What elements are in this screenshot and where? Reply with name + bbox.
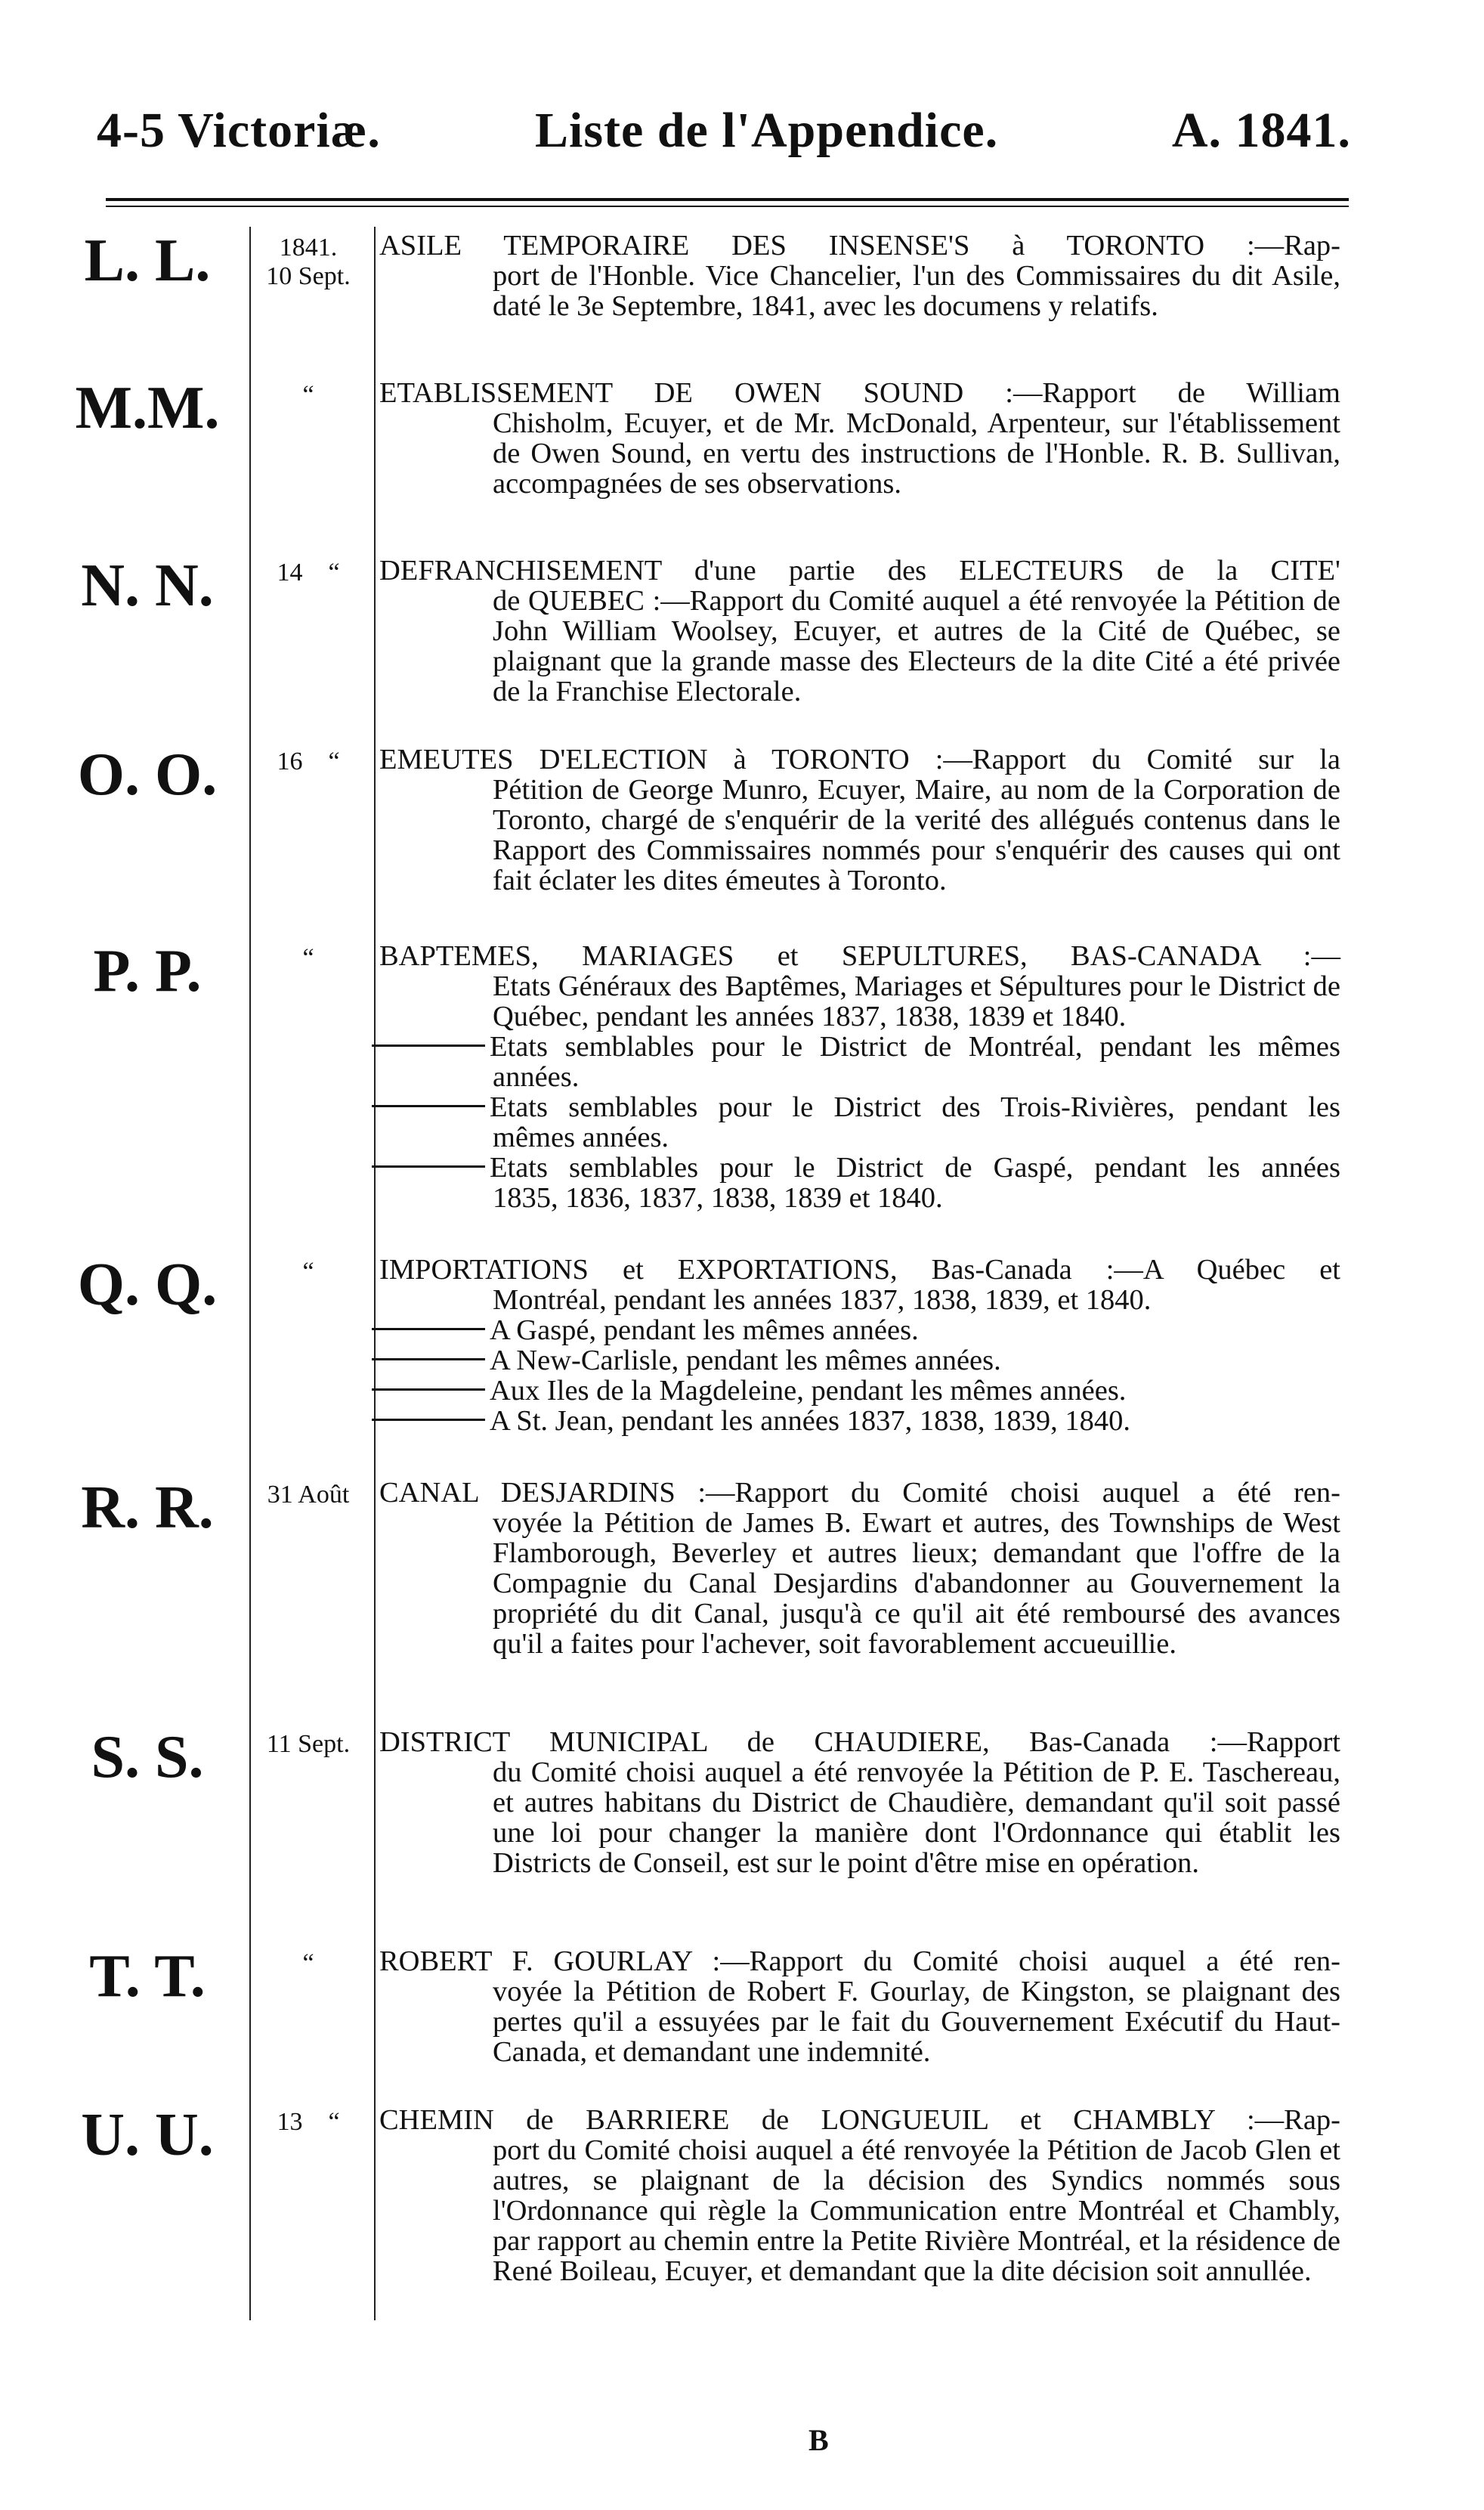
entry-key: L. L. bbox=[84, 227, 211, 294]
entry-heading-line: CANAL DESJARDINS :—Rapport du Comité choisi auquel a été ren- bbox=[379, 1477, 1340, 1509]
entry-key: O. O. bbox=[77, 741, 218, 808]
entry-key: T. T. bbox=[89, 1943, 206, 2010]
entry-heading-line: ASILE TEMPORAIRE DES INSENSE'S à TORONTO :—Rap- bbox=[379, 230, 1340, 262]
entry-heading-line: DISTRICT MUNICIPAL de CHAUDIERE, Bas-Canada :—Rapport bbox=[379, 1726, 1340, 1758]
entry-continuation: voyée la Pétition de Robert F. Gourlay, de Kingston, se plaignant des pertes qu'il a essuyées par le fait du Gouvernement Exécutif du Haut-Canada, et demandant une indemnité. bbox=[493, 1976, 1340, 2068]
entry-date: “ bbox=[302, 1258, 314, 1286]
entry-description bbox=[372, 744, 1340, 896]
sub-item-text: Etats semblables pour le District des Trois-Rivières, pendant les bbox=[490, 1091, 1340, 1123]
sub-item-text: A St. Jean, pendant les années 1837, 1838, 1839, 1840. bbox=[490, 1405, 1130, 1437]
entry-date: 16 “ bbox=[277, 747, 340, 775]
entry-date: 14 “ bbox=[277, 559, 340, 586]
header-year: A. 1841. bbox=[1171, 103, 1351, 158]
entry-heading-line: ROBERT F. GOURLAY :—Rapport du Comité choisi auquel a été ren- bbox=[379, 1945, 1340, 1977]
entry-key: M.M. bbox=[75, 375, 220, 441]
entry-description bbox=[372, 1255, 1340, 1436]
entry-continuation: voyée la Pétition de James B. Ewart et autres, des Townships de West Flamborough, Beverley et autres lieux; demandant que l'offre de la Compagnie du Canal Desjardins d'abandonner au Gouvernement la propriété du dit Canal, jusqu'à ce qu'il ait été remboursé des avances qu'il a faites pour l'achever, soit favorablement accueuillie. bbox=[493, 1507, 1340, 1660]
ditto-dash bbox=[372, 1358, 485, 1360]
entry-key: P. P. bbox=[93, 938, 202, 1004]
entry-heading-line: EMEUTES D'ELECTION à TORONTO :—Rapport du Comité sur la bbox=[379, 744, 1340, 775]
entry-key: S. S. bbox=[91, 1724, 204, 1790]
entry-continuation: Etats Généraux des Baptêmes, Mariages et Sépultures pour le District de Québec, pendant les années 1837, 1838, 1839 et 1840. bbox=[493, 970, 1340, 1032]
sub-item-text: Etats semblables pour le District de Montréal, pendant les mêmes bbox=[490, 1031, 1340, 1063]
entry-sub-item bbox=[372, 1406, 1340, 1436]
entry-continuation: du Comité choisi auquel a été renvoyée la Pétition de P. E. Taschereau, et autres habitans du District de Chaudière, demandant qu'il soit passé une loi pour changer la manière dont l'Ordonnance qui établit les Districts de Conseil, est sur le point d'être mise en opération. bbox=[493, 1756, 1340, 1879]
entry-description bbox=[372, 378, 1340, 499]
entry-continuation: Chisholm, Ecuyer, et de Mr. McDonald, Arpenteur, sur l'établissement de Owen Sound, en vertu des instructions de l'Honble. R. B. Sullivan, accompagnées de ses observations. bbox=[493, 407, 1340, 500]
entry-description bbox=[372, 1478, 1340, 1659]
sub-item-text: Etats semblables pour le District de Gaspé, pendant les années bbox=[490, 1152, 1340, 1184]
entry-key: R. R. bbox=[81, 1475, 214, 1541]
page-header bbox=[97, 102, 1351, 162]
entry-sub-item bbox=[372, 1315, 1340, 1345]
entry-date: “ bbox=[302, 944, 314, 972]
entry-description bbox=[372, 1727, 1340, 1878]
sub-item-text: Aux Iles de la Magdeleine, pendant les mêmes années. bbox=[490, 1375, 1127, 1407]
entry-heading-line: BAPTEMES, MARIAGES et SEPULTURES, BAS-CANADA :— bbox=[379, 940, 1340, 972]
header-rule-thick bbox=[106, 198, 1349, 201]
entry-continuation: de QUEBEC :—Rapport du Comité auquel a été renvoyée la Pétition de John William Woolsey, Ecuyer, et autres de la Cité de Québec, se plaignant que la grande masse des Electeurs de la dite Cité a été privée de la Franchise Electorale. bbox=[493, 585, 1340, 707]
entry-key: Q. Q. bbox=[77, 1252, 218, 1318]
header-rule-thin bbox=[106, 206, 1349, 207]
entry-date: “ bbox=[302, 1949, 314, 1977]
entry-description bbox=[372, 941, 1340, 1213]
entry-key: N. N. bbox=[81, 552, 214, 619]
entry-continuation: Montréal, pendant les années 1837, 1838, 1839, et 1840. bbox=[493, 1284, 1152, 1316]
ditto-dash bbox=[372, 1328, 485, 1330]
sub-item-text: A Gaspé, pendant les mêmes années. bbox=[490, 1314, 919, 1346]
entry-date: 31 Août bbox=[267, 1481, 350, 1509]
entry-sub-item bbox=[372, 1345, 1340, 1376]
entry-date: “ bbox=[302, 381, 314, 409]
entry-description bbox=[372, 231, 1340, 321]
ditto-dash bbox=[372, 1165, 485, 1168]
entry-heading-line: ETABLISSEMENT DE OWEN SOUND :—Rapport de William bbox=[379, 377, 1340, 409]
entry-continuation: port de l'Honble. Vice Chancelier, l'un des Commissaires du dit Asile, daté le 3e Septembre, 1841, avec les documens y relatifs. bbox=[493, 260, 1340, 322]
entry-description bbox=[372, 556, 1340, 707]
entry-description bbox=[372, 1946, 1340, 2067]
entry-heading-line: IMPORTATIONS et EXPORTATIONS, Bas-Canada :—A Québec et bbox=[379, 1254, 1340, 1286]
entry-sub-item bbox=[372, 1376, 1340, 1406]
sub-item-continuation: 1835, 1836, 1837, 1838, 1839 et 1840. bbox=[493, 1182, 943, 1214]
entry-date: 11 Sept. bbox=[266, 1730, 351, 1758]
header-session: 4-5 Victoriæ. bbox=[97, 103, 381, 158]
entry-continuation: Pétition de George Munro, Ecuyer, Maire, au nom de la Corporation de Toronto, chargé de s'enquérir de la verité des allégués contenus dans le Rapport des Commissaires nommés pour s'enquérir des causes qui ont fait éclater les dites émeutes à Toronto. bbox=[493, 774, 1340, 896]
entry-continuation: port du Comité choisi auquel a été renvoyée la Pétition de Jacob Glen et autres, se plaignant de la décision des Syndics nommés sous l'Ordonnance qui règle la Communication entre Montréal et Chambly, par rapport au chemin entre la Petite Rivière Montréal, et la résidence de René Boileau, Ecuyer, et demandant que la dite décision soit annullée. bbox=[493, 2134, 1340, 2287]
ditto-dash bbox=[372, 1105, 485, 1107]
ditto-dash bbox=[372, 1045, 485, 1047]
entry-sub-item bbox=[372, 1032, 1340, 1062]
signature-mark: B bbox=[808, 2423, 829, 2457]
sub-item-continuation: années. bbox=[493, 1061, 580, 1093]
entry-description bbox=[372, 2105, 1340, 2286]
header-title: Liste de l'Appendice. bbox=[535, 103, 999, 158]
ditto-dash bbox=[372, 1419, 485, 1421]
entry-sub-item bbox=[372, 1153, 1340, 1183]
sub-item-text: A New-Carlisle, pendant les mêmes années. bbox=[490, 1345, 1001, 1376]
ditto-dash bbox=[372, 1388, 485, 1391]
entry-sub-item bbox=[372, 1092, 1340, 1122]
entry-heading-line: CHEMIN de BARRIERE de LONGUEUIL et CHAMBLY :—Rap- bbox=[379, 2104, 1340, 2136]
entry-date: 13 “ bbox=[277, 2108, 340, 2136]
entry-heading-line: DEFRANCHISEMENT d'une partie des ELECTEURS de la CITE' bbox=[379, 555, 1340, 586]
entry-key: U. U. bbox=[81, 2102, 214, 2168]
sub-item-continuation: mêmes années. bbox=[493, 1122, 669, 1153]
entry-date: 1841. 10 Sept. bbox=[266, 234, 351, 290]
